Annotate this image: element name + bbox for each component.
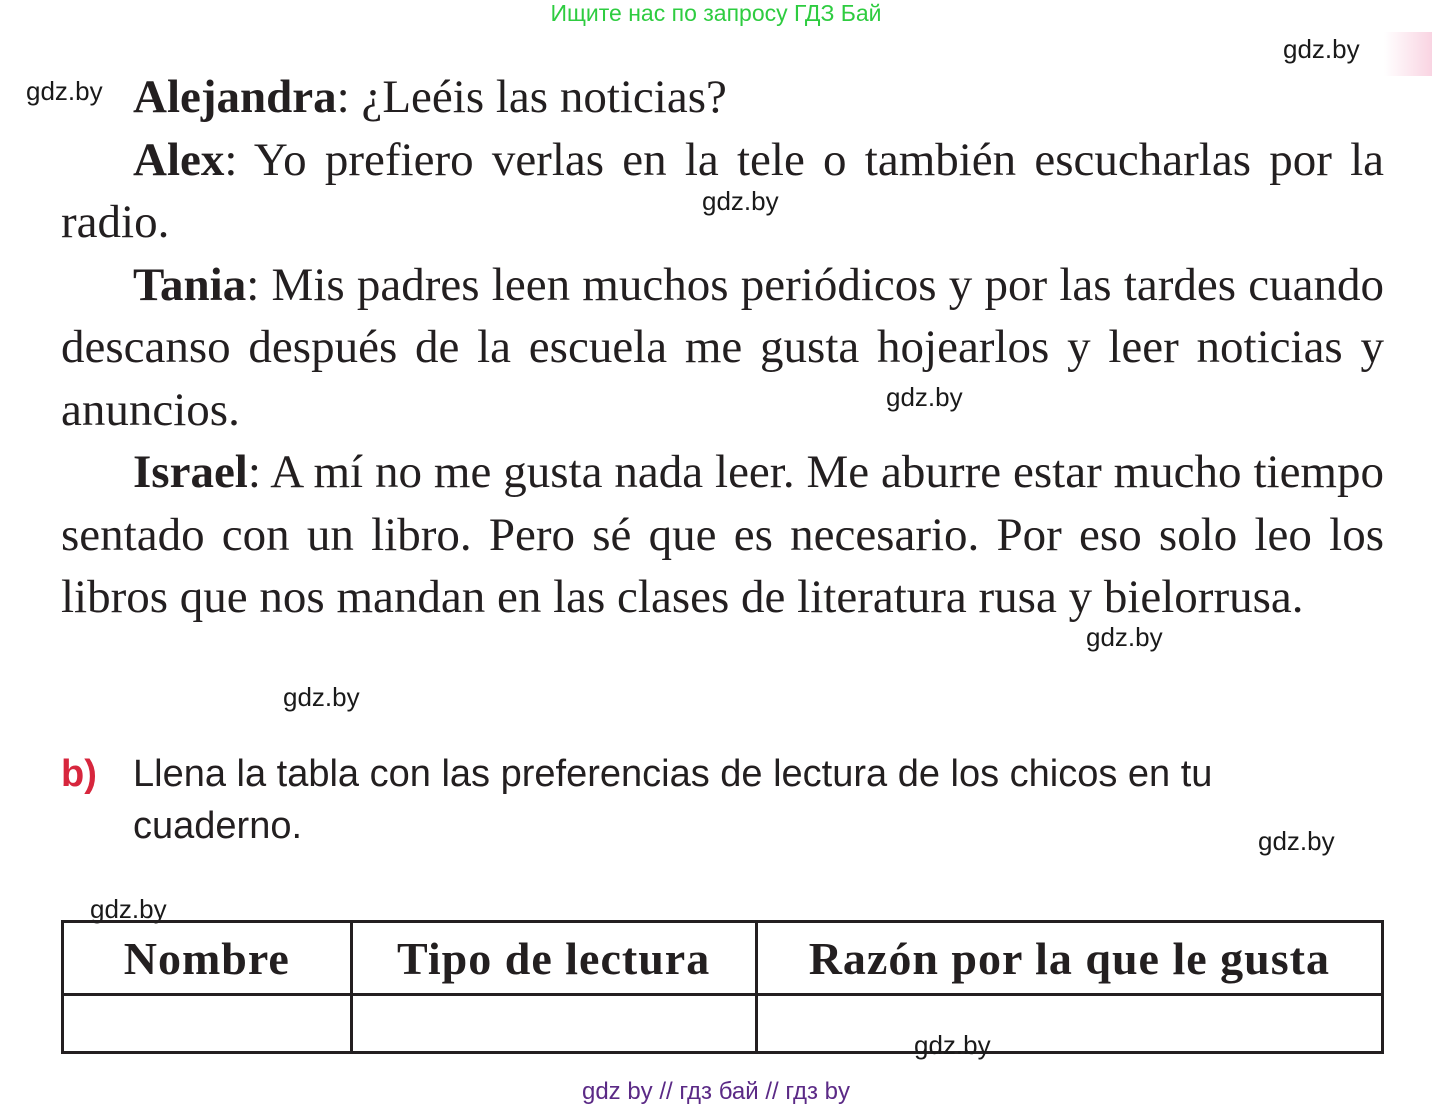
dialogue-line [61,441,1384,629]
watermark: gdz.by [90,894,167,924]
corner-decoration [1384,32,1432,76]
speaker-name: Alex [133,133,225,186]
task-instruction: Llena la tabla con las preferencias de lectura de los chicos en tu cuaderno. [133,753,1213,847]
line-text: : ¿Leéis las noticias? [336,71,727,123]
watermark: gdz.by [886,382,963,412]
speaker-name: Israel [133,446,248,498]
line-text: : Mis padres leen muchos periódicos y por las tardes cuando descanso después de la escuela me gusta hojearlos y leer noticias y anuncios. [61,258,1384,436]
watermark: gdz.by [702,186,779,216]
line-text: : A mí no me gusta nada leer. Me aburre estar mucho tiempo sentado con un libro. Pero sé que es necesario. Por eso solo leo los libros que nos mandan en las clases de literatura rusa y bielorrusa. [61,446,1384,623]
header-nombre: Nombre [63,922,352,995]
watermark: gdz.by [1258,826,1335,856]
watermark: gdz.by [1283,34,1360,64]
speaker-name: Tania [133,258,247,311]
table-row [63,995,1383,1053]
table-cell-empty [756,995,1382,1053]
dialogue-text [61,66,1384,629]
preferences-table [61,920,1384,1054]
dialogue-line [61,254,1384,442]
task-letter: b) [61,753,97,795]
watermark: gdz.by [283,682,360,712]
task-b [61,748,1384,852]
table-cell-empty [351,995,756,1053]
table-cell-empty [63,995,352,1053]
top-banner: Ищите нас по запросу ГДЗ Бай [550,0,882,26]
dialogue-line [61,66,1384,129]
table-header-row [63,922,1383,995]
header-razon: Razón por la que le gusta [756,922,1382,995]
speaker-name: Alejandra [133,71,337,123]
line-text: : Yo prefiero verlas en la tele o también escucharlas por la radio. [61,133,1384,248]
watermark: gdz.by [914,1030,991,1060]
watermark: gdz.by [1086,622,1163,652]
footer-links: gdz by // гдз бай // гдз by [581,1078,851,1105]
header-tipo-de-lectura: Tipo de lectura [351,922,756,995]
watermark: gdz.by [26,76,103,106]
